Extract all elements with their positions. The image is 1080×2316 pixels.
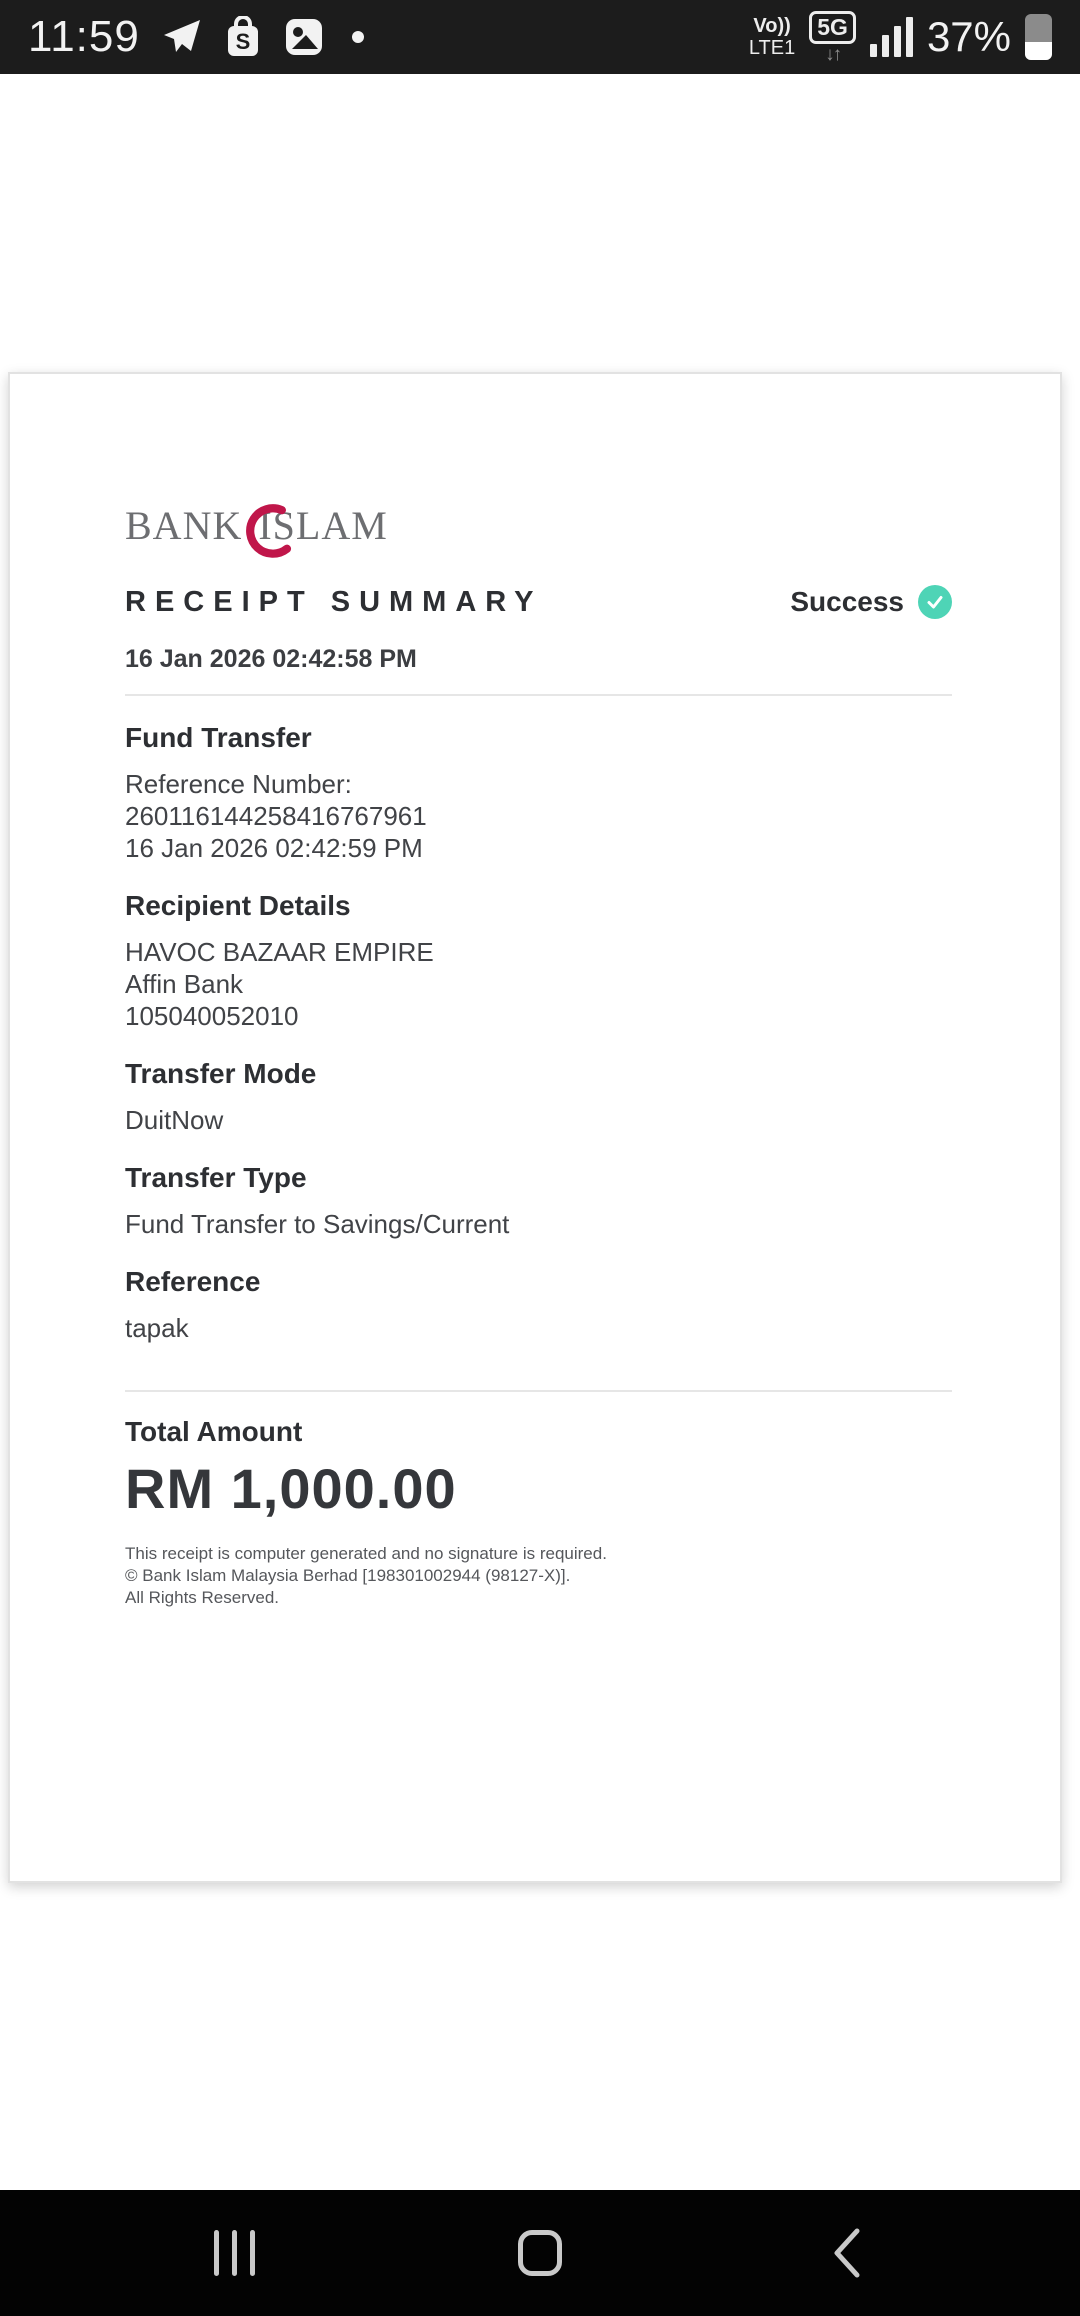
back-button[interactable]: [816, 2223, 876, 2283]
total-amount-label: Total Amount: [125, 1416, 303, 1447]
section-heading: Recipient Details: [125, 890, 351, 921]
section-transfer-mode: [125, 1058, 952, 1136]
footer-line: All Rights Reserved.: [125, 1588, 280, 1607]
section-heading: Transfer Type: [125, 1162, 307, 1193]
battery-percent: 37%: [926, 13, 1011, 60]
signal-strength-icon: [870, 17, 913, 57]
home-icon: [518, 2230, 562, 2276]
status-badge: [790, 585, 952, 619]
total-amount-block: [125, 1416, 952, 1521]
recents-button[interactable]: [204, 2223, 264, 2283]
network-5g-icon: 5G ↓↑: [809, 11, 856, 64]
volte-icon: Vo)) LTE1: [748, 15, 796, 59]
section-line: HAVOC BAZAAR EMPIRE: [125, 937, 434, 967]
section-transfer-type: [125, 1162, 952, 1240]
receipt-card: [8, 372, 1062, 1883]
divider: [125, 694, 952, 696]
status-label: Success: [790, 586, 904, 617]
recents-icon: [214, 2230, 255, 2276]
logo-text-bank: BANK: [125, 502, 243, 548]
shop-bag-icon: [224, 16, 262, 58]
success-check-icon: [918, 585, 952, 619]
section-fund-transfer: [125, 722, 952, 864]
home-button[interactable]: [510, 2223, 570, 2283]
logo-text-islam: ISLAM: [258, 502, 388, 548]
section-line: 105040052010: [125, 1001, 299, 1031]
status-bar: [0, 0, 1080, 74]
section-reference: [125, 1266, 952, 1344]
section-heading: Fund Transfer: [125, 722, 312, 753]
receipt-datetime: 16 Jan 2026 02:42:58 PM: [125, 645, 417, 673]
back-chevron-icon: [831, 2227, 861, 2279]
section-heading: Reference: [125, 1266, 261, 1297]
section-line: 16 Jan 2026 02:42:59 PM: [125, 833, 423, 863]
footer-line: © Bank Islam Malaysia Berhad [198301002944 (98127-X)].: [125, 1566, 571, 1585]
gallery-icon: [284, 17, 324, 57]
crescent-icon: [244, 496, 300, 560]
section-line: 260116144258416767961: [125, 801, 427, 831]
section-line: Reference Number:: [125, 769, 352, 799]
status-time: 11:59: [28, 12, 140, 61]
section-line: Fund Transfer to Savings/Current: [125, 1209, 510, 1239]
section-heading: Transfer Mode: [125, 1058, 317, 1089]
telegram-icon: [162, 19, 202, 55]
divider: [125, 1390, 952, 1392]
section-line: tapak: [125, 1313, 189, 1343]
receipt-footer: [125, 1543, 952, 1609]
section-line: DuitNow: [125, 1105, 224, 1135]
android-nav-bar: [0, 2190, 1080, 2316]
section-line: Affin Bank: [125, 969, 244, 999]
bank-islam-logo: [125, 495, 952, 555]
page-title: RECEIPT SUMMARY: [125, 585, 543, 618]
receipt-header-row: [125, 585, 952, 619]
svg-text:S: S: [235, 29, 251, 54]
battery-icon: [1025, 14, 1052, 60]
notification-dot-icon: [352, 31, 364, 43]
total-amount-value: RM 1,000.00: [125, 1457, 457, 1520]
footer-line: This receipt is computer generated and no signature is required.: [125, 1544, 607, 1563]
section-recipient-details: [125, 890, 952, 1032]
